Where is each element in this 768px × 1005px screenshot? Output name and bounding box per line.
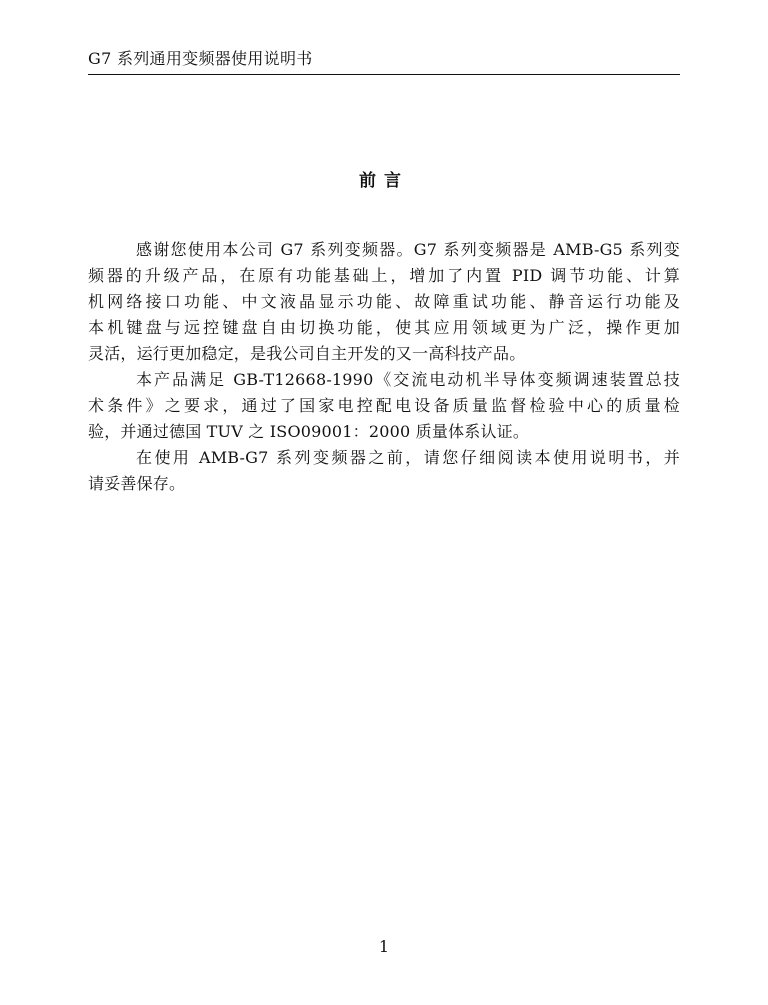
page-number: 1 — [378, 937, 390, 956]
header-title: G7 系列通用变频器使用说明书 — [88, 49, 313, 68]
paragraph-1 — [88, 237, 680, 367]
paragraph-2 — [88, 367, 680, 445]
text-line: 灵活，运行更加稳定，是我公司自主开发的又一高科技产品。 — [88, 344, 526, 363]
page-header — [88, 48, 680, 75]
document-title: 前言 — [359, 171, 409, 191]
text-line: 本机键盘与远控键盘自由切换功能，使其应用领域更为广泛，操作更加 — [88, 318, 680, 337]
text-line: 频器的升级产品，在原有功能基础上，增加了内置 PID 调节功能、计算 — [88, 266, 680, 285]
text-line: 术条件》之要求，通过了国家电控配电设备质量监督检验中心的质量检 — [88, 396, 680, 415]
document-body — [88, 237, 680, 497]
text-line: 本产品满足 GB-T12668-1990《交流电动机半导体变频调速装置总技 — [136, 370, 680, 389]
text-line: 请妥善保存。 — [88, 474, 186, 493]
text-line: 验，并通过德国 TUV 之 ISO09001：2000 质量体系认证。 — [88, 422, 530, 441]
text-line: 在使用 AMB-G7 系列变频器之前，请您仔细阅读本使用说明书，并 — [136, 448, 680, 467]
text-line: 机网络接口功能、中文液晶显示功能、故障重试功能、静音运行功能及 — [88, 292, 680, 311]
text-line: 感谢您使用本公司 G7 系列变频器。G7 系列变频器是 AMB-G5 系列变 — [136, 240, 680, 259]
paragraph-3 — [88, 445, 680, 497]
